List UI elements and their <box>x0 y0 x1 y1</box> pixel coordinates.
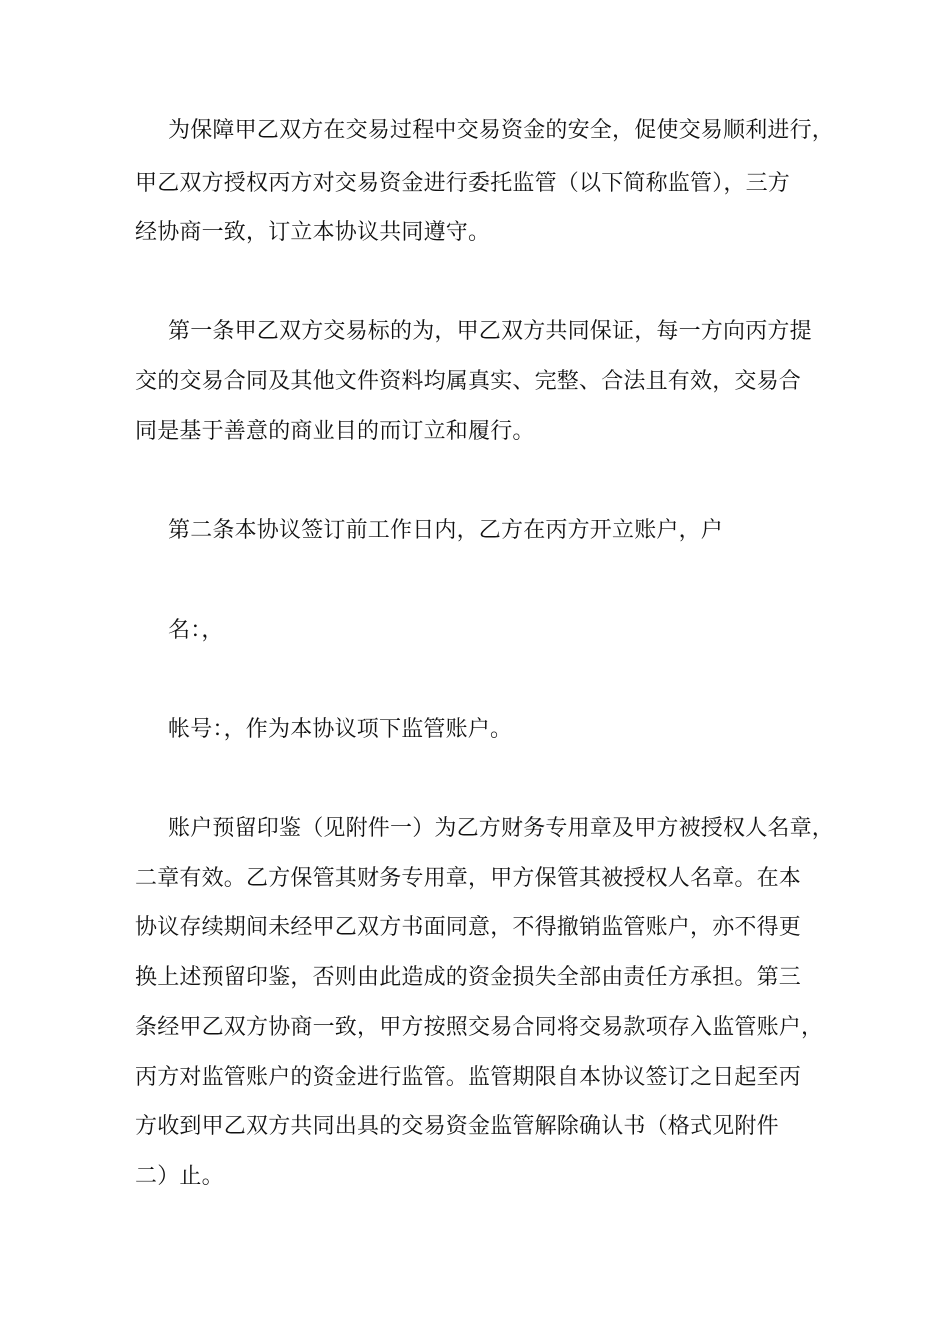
paragraph-1-line-1: 为保障甲乙双方在交易过程中交易资金的安全，促使交易顺利进行， <box>168 118 835 143</box>
paragraph-1-line-2: 甲乙双方授权丙方对交易资金进行委托监管（以下简称监管），三方 <box>135 171 791 196</box>
paragraph-6-line-7: 方收到甲乙双方共同出具的交易资金监管解除确认书（格式见附件 <box>135 1114 779 1139</box>
paragraph-5-line-1: 帐号：，作为本协议项下监管账户。 <box>168 717 513 742</box>
paragraph-3-line-1: 第二条本协议签订前工作日内，乙方在丙方开立账户，户 <box>168 518 724 543</box>
paragraph-4-line-1: 名：， <box>168 618 224 643</box>
paragraph-6-line-1: 账户预留印鉴（见附件一）为乙方财务专用章及甲方被授权人名章， <box>168 816 835 841</box>
paragraph-6-line-8: 二）止。 <box>135 1164 224 1189</box>
paragraph-1-line-3: 经协商一致，订立本协议共同遵守。 <box>135 220 491 245</box>
paragraph-2-line-1: 第一条甲乙双方交易标的为，甲乙双方共同保证，每一方向丙方提 <box>168 319 812 344</box>
paragraph-6-line-2: 二章有效。乙方保管其财务专用章，甲方保管其被授权人名章。在本 <box>135 866 802 891</box>
paragraph-6-line-5: 条经甲乙双方协商一致，甲方按照交易合同将交易款项存入监管账户， <box>135 1015 824 1040</box>
paragraph-6-line-3: 协议存续期间未经甲乙双方书面同意，不得撤销监管账户，亦不得更 <box>135 915 802 940</box>
paragraph-6-line-4: 换上述预留印鉴，否则由此造成的资金损失全部由责任方承担。第三 <box>135 965 802 990</box>
paragraph-6-line-6: 丙方对监管账户的资金进行监管。监管期限自本协议签订之日起至丙 <box>135 1065 802 1090</box>
paragraph-2-line-2: 交的交易合同及其他文件资料均属真实、完整、合法且有效，交易合 <box>135 369 802 394</box>
paragraph-2-line-3: 同是基于善意的商业目的而订立和履行。 <box>135 419 535 444</box>
